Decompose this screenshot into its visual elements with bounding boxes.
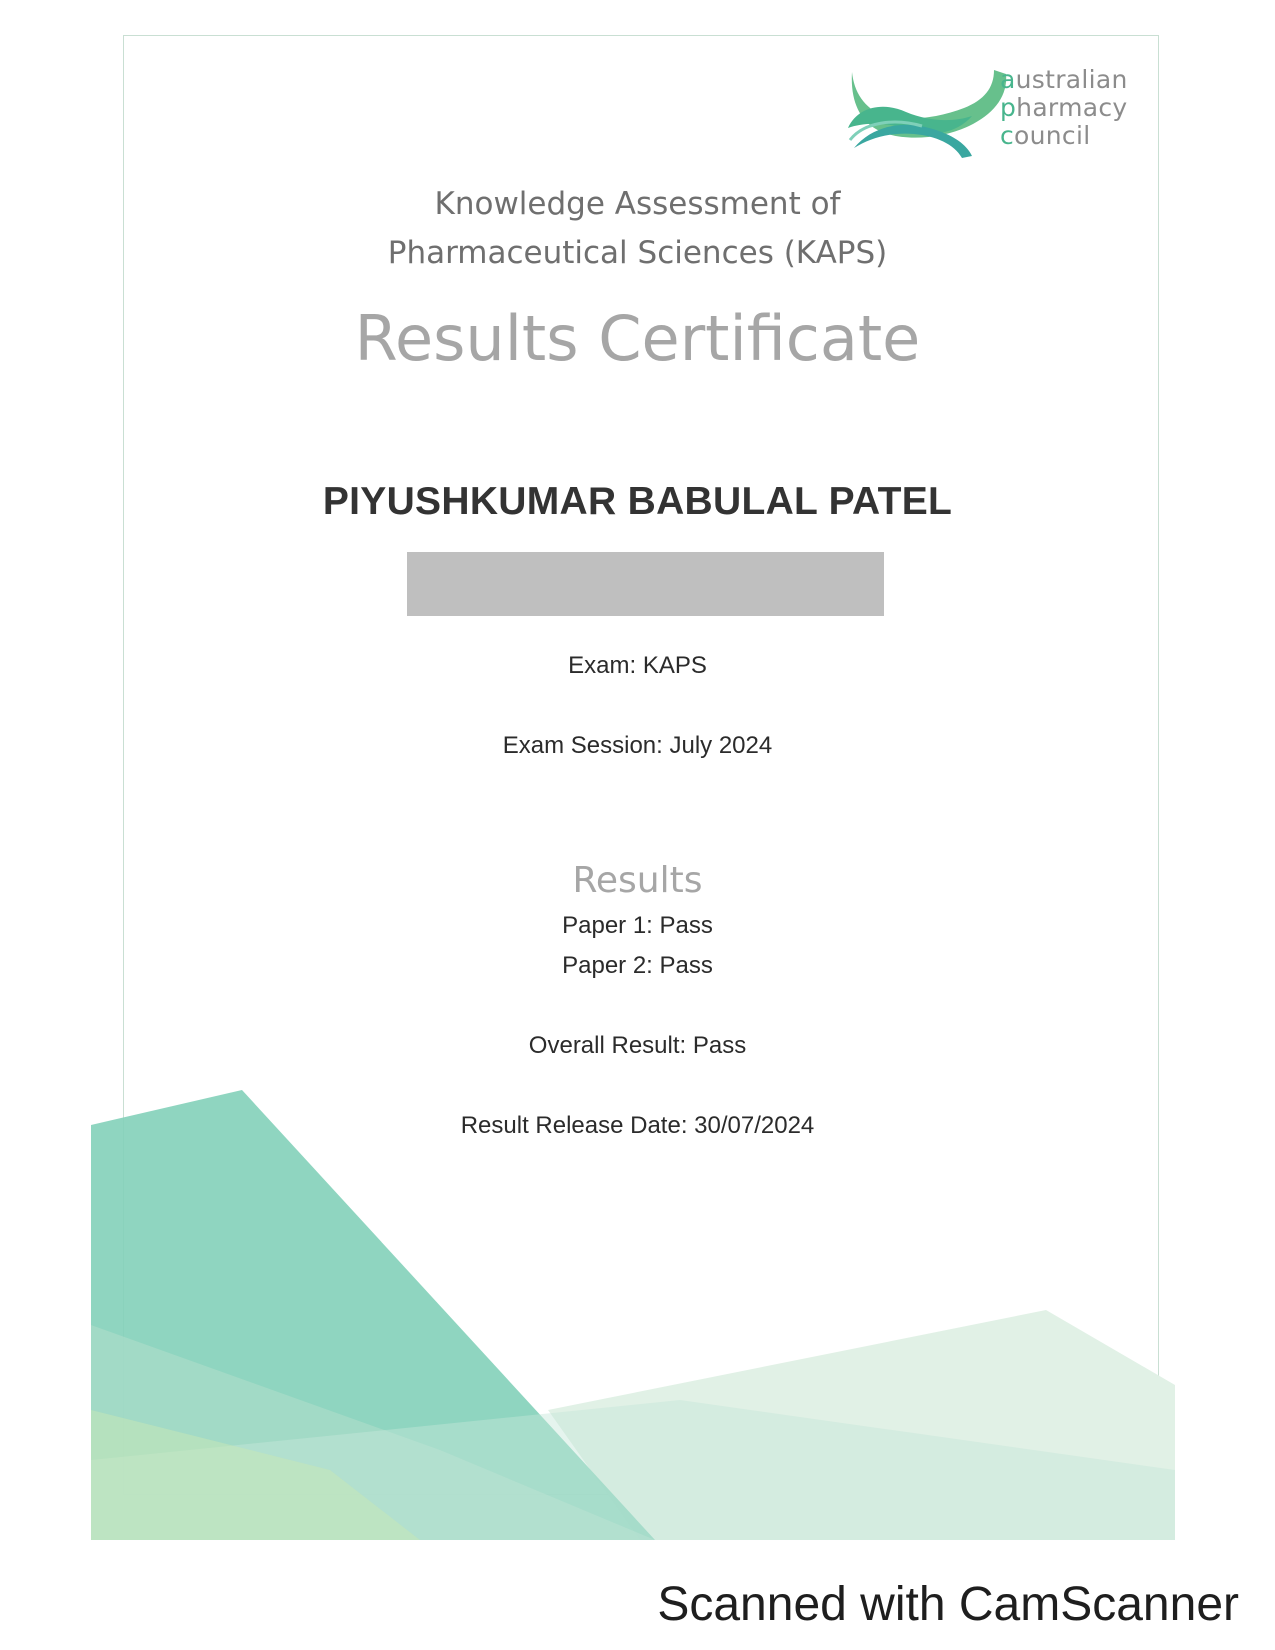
logo-wordmark: [1000, 66, 1128, 150]
subtitle-line-2: Pharmaceutical Sciences (KAPS): [387, 235, 888, 271]
subtitle-line-1: Knowledge Assessment of: [434, 186, 841, 222]
logo-initial-c: c: [1000, 121, 1015, 150]
exam-full-name: [0, 180, 1275, 278]
results-heading: Results: [572, 860, 703, 901]
overall-result: Overall Result: Pass: [528, 1032, 747, 1059]
certificate-title: Results Certificate: [354, 302, 921, 375]
exam-line: Exam: KAPS: [568, 652, 707, 679]
logo-initial-a: a: [1000, 65, 1016, 94]
candidate-name: PIYUSHKUMAR BABULAL PATEL: [322, 480, 953, 523]
logo-initial-p: p: [1000, 93, 1017, 122]
redacted-field: [407, 552, 884, 616]
scanner-watermark: Scanned with CamScanner: [657, 1578, 1239, 1631]
logo-line-pharmacy: [1000, 94, 1128, 122]
result-release-date: Result Release Date: 30/07/2024: [460, 1112, 815, 1139]
logo-line-australian: [1000, 66, 1128, 94]
exam-session-line: Exam Session: July 2024: [502, 732, 773, 759]
logo-line-council: [1000, 122, 1128, 150]
logo-rest-pharmacy: harmacy: [1016, 93, 1128, 122]
logo-rest-council: ouncil: [1014, 121, 1091, 150]
paper-1-result: Paper 1: Pass: [562, 912, 713, 939]
logo-rest-australian: ustralian: [1015, 65, 1128, 94]
paper-2-result: Paper 2: Pass: [562, 952, 713, 979]
